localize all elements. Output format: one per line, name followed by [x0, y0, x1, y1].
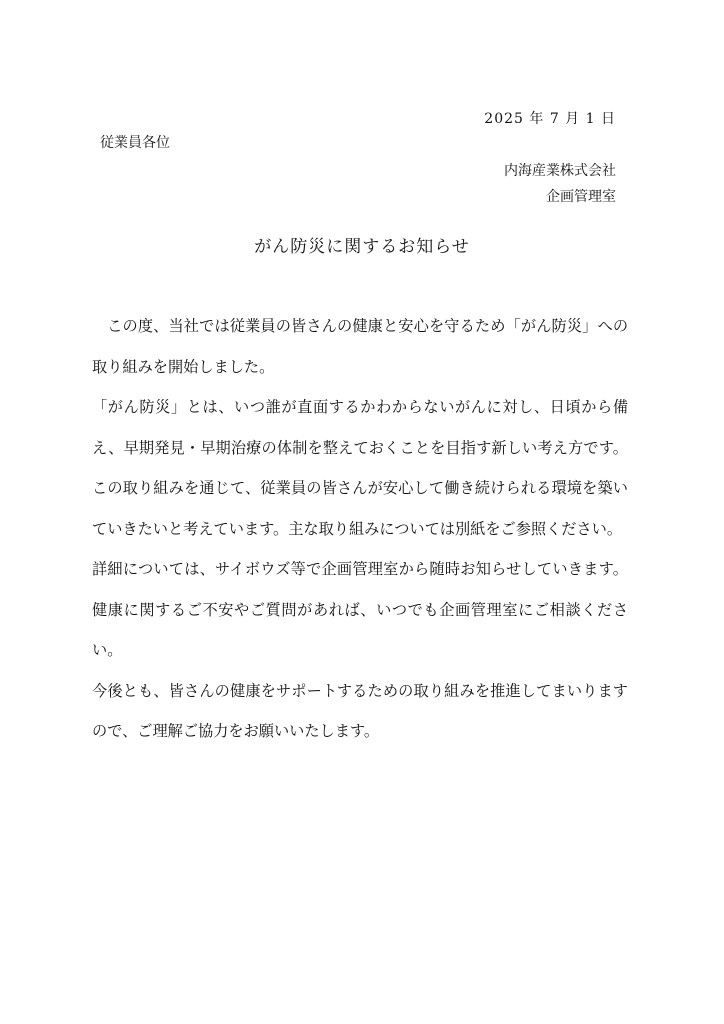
document-date: 2025 年 7 月 1 日: [484, 111, 616, 127]
sender-company: 内海産業株式会社: [504, 163, 616, 179]
sender-department: 企画管理室: [546, 189, 616, 205]
sender-block: [504, 158, 616, 210]
recipient-line: 従業員各位: [100, 135, 170, 151]
body-paragraph-2: 「がん防災」とは、いつ誰が直面するかわからないがんに対し、日頃から備え、早期発見・早期治療の体制を整えておくことを目指す新しい考え方です。この取り組みを通じて、従業員の皆さんが安心して働き続けられる環境を築いていきたいと考えています。主な取り組みについては別紙をご参照ください。: [92, 398, 628, 538]
body-paragraph-1: この度、当社では従業員の皆さんの健康と安心を守るため「がん防災」への取り組みを開始しました。: [92, 317, 628, 376]
body-paragraph-3: 詳細については、サイボウズ等で企画管理室から随時お知らせしていきます。健康に関するご不安やご質問があれば、いつでも企画管理室にご相談ください。: [92, 560, 628, 659]
body-paragraph-4: 今後とも、皆さんの健康をサポートするための取り組みを推進してまいりますので、ご理解ご協力をお願いいたします。: [92, 681, 628, 740]
document-title: がん防災に関するお知らせ: [254, 237, 470, 257]
document-body: [92, 306, 628, 752]
